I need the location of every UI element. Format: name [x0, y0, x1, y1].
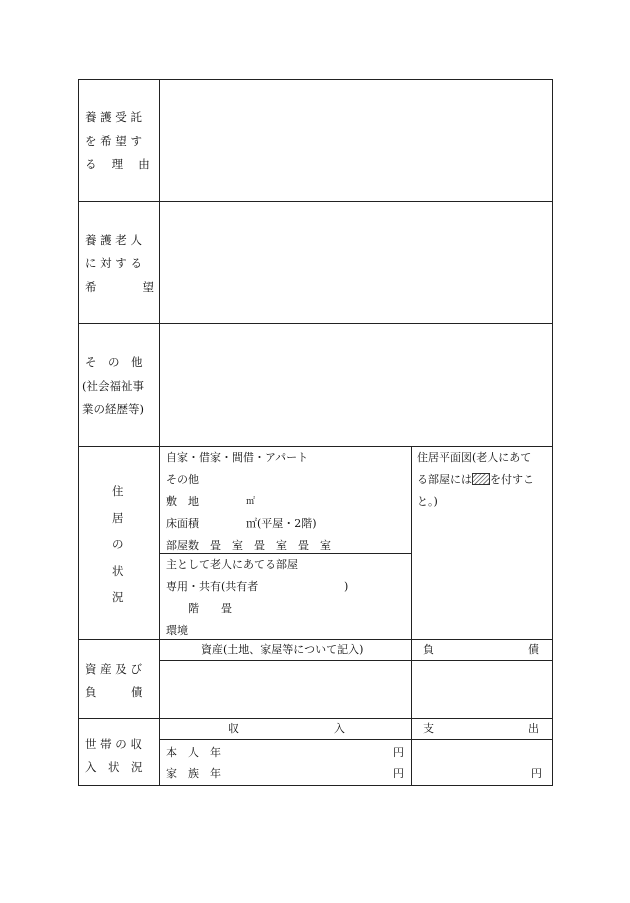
housing-label-1: 住	[112, 484, 124, 498]
room-count-line: 部屋数 畳 室 畳 室 畳 室	[166, 539, 331, 552]
room-shared-close: )	[344, 580, 349, 593]
home-type-options[interactable]: 自家・借家・間借・アパート	[166, 451, 309, 464]
other-label-line-3: 業の経歴等)	[82, 402, 144, 416]
self-income-label: 本 人 年	[166, 746, 221, 759]
wish-label-line-2: に 対 す る	[85, 256, 142, 270]
room-shared-options[interactable]: 専用・共有(共有者	[166, 580, 259, 593]
floor-plan-note-line-1: 住居平面図(老人にあて	[417, 451, 532, 464]
floor-area-unit: ㎡(平屋・2階)	[246, 517, 317, 530]
debt-input-area[interactable]	[413, 662, 551, 717]
floor-plan-drawing-area[interactable]	[413, 515, 551, 638]
income-label-line-2: 入 状 況	[85, 760, 143, 774]
row-divider-3	[78, 446, 553, 447]
income-label-line-1: 世 帯 の 収	[85, 737, 142, 751]
row-divider-1	[78, 201, 553, 202]
wish-label-line-3: 希 望	[85, 280, 154, 294]
floor-plan-note-line-2	[417, 473, 534, 487]
expense-input-area[interactable]	[413, 741, 523, 784]
reason-input-area[interactable]	[161, 81, 551, 200]
assets-label-line-1: 資 産 及 び	[85, 662, 142, 676]
row-divider-4	[78, 639, 553, 640]
hatch-pattern-icon	[472, 473, 490, 485]
reason-label-line-2: を 希 望 す	[85, 134, 142, 148]
self-income-yen: 円	[393, 746, 404, 759]
room-environment-label: 環境	[166, 624, 188, 637]
housing-label-4: 状	[112, 564, 124, 578]
reason-label-line-1: 養 護 受 託	[85, 110, 142, 124]
housing-label-3: の	[112, 537, 124, 551]
floor-plan-note-text-b: を付すこ	[490, 473, 534, 486]
floor-area-label: 床面積	[166, 517, 199, 530]
family-income-yen: 円	[393, 767, 404, 780]
wish-label-line-1: 養 護 老 人	[85, 233, 142, 247]
income-column-header-b: 入	[334, 722, 345, 735]
other-label-line-2: (社会福祉事	[82, 379, 144, 393]
site-area-label: 敷 地	[166, 495, 199, 508]
label-column-divider	[159, 79, 160, 786]
main-room-label: 主として老人にあてる部屋	[166, 558, 298, 571]
assets-column-header: 資産(土地、家屋等について記入)	[201, 643, 364, 656]
expense-column-header-b: 出	[528, 722, 539, 735]
row-divider-5	[78, 718, 553, 719]
family-income-label: 家 族 年	[166, 767, 221, 780]
housing-label-5: 況	[112, 590, 124, 604]
expense-yen: 円	[531, 767, 542, 780]
floor-plan-note-text-a: る部屋には	[417, 473, 472, 486]
assets-header-divider	[159, 660, 553, 661]
home-type-other: その他	[166, 473, 199, 486]
debt-column-header-a: 負	[423, 643, 434, 656]
other-label-line-1: そ の 他	[85, 355, 143, 369]
assets-input-area[interactable]	[161, 662, 410, 717]
income-header-divider	[159, 739, 553, 740]
assets-label-line-2: 負 債	[85, 685, 143, 699]
row-divider-2	[78, 323, 553, 324]
debt-column-header-b: 債	[528, 643, 539, 656]
site-area-unit: ㎡	[246, 497, 256, 507]
income-column-header-a: 収	[228, 722, 239, 735]
room-floor-tatami: 階 畳	[188, 602, 232, 615]
floor-plan-note-line-3: と。)	[417, 495, 438, 508]
wish-input-area[interactable]	[161, 203, 551, 322]
housing-plan-divider	[411, 446, 412, 786]
reason-label-line-3: る 理 由	[85, 157, 150, 171]
housing-label-2: 居	[112, 511, 124, 525]
expense-column-header-a: 支	[423, 722, 434, 735]
other-input-area[interactable]	[161, 325, 551, 445]
housing-room-divider	[159, 553, 411, 554]
